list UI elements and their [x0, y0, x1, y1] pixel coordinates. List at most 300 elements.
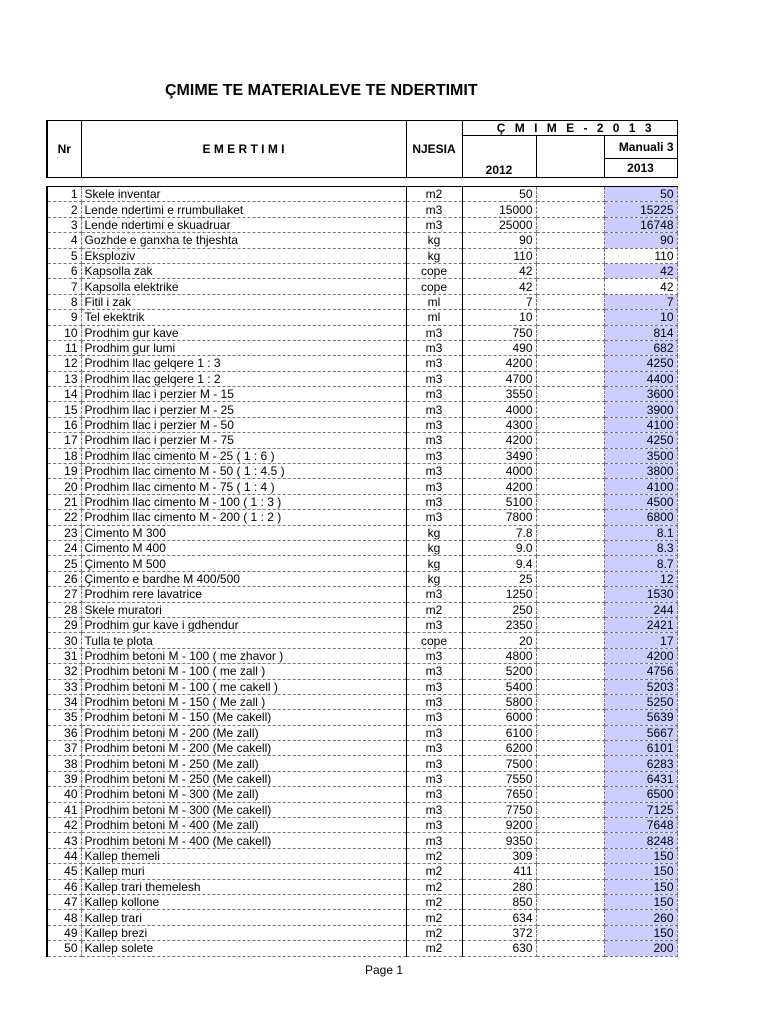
row-number: 21: [47, 494, 81, 509]
row-unit: kg: [406, 571, 462, 586]
row-number: 19: [47, 464, 81, 479]
row-number: 1: [47, 187, 81, 202]
row-name: Prodhim llac i perzier M - 25: [81, 402, 406, 417]
row-empty: [536, 833, 604, 848]
row-price-2012: 2350: [462, 617, 536, 632]
table-row: [47, 556, 677, 571]
row-unit: ml: [406, 310, 462, 325]
row-number: 45: [47, 864, 81, 879]
row-price-2013: 16748: [604, 217, 677, 232]
table-row: [47, 494, 677, 509]
row-number: 3: [47, 217, 81, 232]
row-price-2013: 4250: [604, 356, 677, 371]
row-price-2012: 4200: [462, 356, 536, 371]
row-empty: [536, 202, 604, 217]
row-empty: [536, 233, 604, 248]
row-number: 15: [47, 402, 81, 417]
row-price-2013: 8.1: [604, 525, 677, 540]
row-empty: [536, 633, 604, 648]
row-unit: m2: [406, 925, 462, 940]
row-empty: [536, 787, 604, 802]
header-emertimi: E M E R T I M I: [81, 121, 406, 178]
row-number: 5: [47, 248, 81, 263]
row-unit: kg: [406, 525, 462, 540]
row-price-2013: 4200: [604, 648, 677, 663]
row-price-2012: 634: [462, 910, 536, 925]
row-empty: [536, 187, 604, 202]
row-empty: [536, 479, 604, 494]
row-price-2013: 4250: [604, 433, 677, 448]
row-unit: m3: [406, 371, 462, 386]
table-row: [47, 879, 677, 894]
row-name: Çimento e bardhe M 400/500: [81, 571, 406, 586]
row-number: 24: [47, 540, 81, 555]
row-price-2012: 7500: [462, 756, 536, 771]
row-price-2012: 7800: [462, 510, 536, 525]
row-price-2012: 750: [462, 325, 536, 340]
row-price-2013: 6800: [604, 510, 677, 525]
row-price-2013: 5667: [604, 725, 677, 740]
row-empty: [536, 448, 604, 463]
row-empty: [536, 510, 604, 525]
row-name: Prodhim betoni M - 400 (Me cakell): [81, 833, 406, 848]
row-unit: kg: [406, 233, 462, 248]
table-row: [47, 664, 677, 679]
row-price-2012: 411: [462, 864, 536, 879]
row-number: 18: [47, 448, 81, 463]
row-number: 47: [47, 894, 81, 909]
row-unit: m2: [406, 602, 462, 617]
row-unit: m3: [406, 510, 462, 525]
row-name: Kapsolla zak: [81, 263, 406, 278]
row-empty: [536, 525, 604, 540]
row-unit: m3: [406, 756, 462, 771]
row-name: Prodhim llac cimento M - 100 ( 1 : 3 ): [81, 494, 406, 509]
row-price-2013: 4756: [604, 664, 677, 679]
row-unit: m3: [406, 402, 462, 417]
row-price-2012: 3550: [462, 387, 536, 402]
row-unit: m3: [406, 340, 462, 355]
table-row: [47, 448, 677, 463]
row-number: 6: [47, 263, 81, 278]
row-number: 20: [47, 479, 81, 494]
row-price-2013: 6283: [604, 756, 677, 771]
row-price-2013: 3500: [604, 448, 677, 463]
page-title: ÇMIME TE MATERIALEVE TE NDERTIMIT: [165, 82, 478, 99]
row-number: 39: [47, 771, 81, 786]
row-unit: m3: [406, 587, 462, 602]
row-price-2012: 9200: [462, 818, 536, 833]
row-price-2012: 6000: [462, 710, 536, 725]
row-empty: [536, 325, 604, 340]
table-row: [47, 833, 677, 848]
row-name: Skele muratori: [81, 602, 406, 617]
row-number: 33: [47, 679, 81, 694]
row-number: 34: [47, 694, 81, 709]
row-name: Kapsolla elektrike: [81, 279, 406, 294]
row-unit: kg: [406, 540, 462, 555]
row-price-2012: 90: [462, 233, 536, 248]
row-number: 25: [47, 556, 81, 571]
row-name: Prodhim llac gelqere 1 : 2: [81, 371, 406, 386]
row-name: Prodhim llac cimento M - 200 ( 1 : 2 ): [81, 510, 406, 525]
row-price-2012: 250: [462, 602, 536, 617]
row-number: 14: [47, 387, 81, 402]
row-empty: [536, 556, 604, 571]
row-price-2012: 15000: [462, 202, 536, 217]
row-price-2013: 3800: [604, 464, 677, 479]
row-price-2013: 4500: [604, 494, 677, 509]
row-name: Kallep muri: [81, 864, 406, 879]
row-price-2012: 490: [462, 340, 536, 355]
table-row: [47, 525, 677, 540]
row-name: Prodhim gur kave: [81, 325, 406, 340]
row-price-2012: 42: [462, 279, 536, 294]
row-unit: cope: [406, 633, 462, 648]
row-name: Cimento M 400: [81, 540, 406, 555]
row-unit: m3: [406, 710, 462, 725]
header-empty: [536, 136, 604, 178]
row-unit: m3: [406, 356, 462, 371]
row-unit: m3: [406, 464, 462, 479]
row-name: Kallep solete: [81, 941, 406, 956]
row-name: Kallep brezi: [81, 925, 406, 940]
row-unit: m3: [406, 664, 462, 679]
row-number: 37: [47, 741, 81, 756]
row-name: Eksploziv: [81, 248, 406, 263]
row-number: 9: [47, 310, 81, 325]
row-unit: m2: [406, 894, 462, 909]
row-number: 44: [47, 848, 81, 863]
row-unit: m2: [406, 941, 462, 956]
row-price-2013: 260: [604, 910, 677, 925]
row-price-2012: 20: [462, 633, 536, 648]
row-price-2013: 4100: [604, 479, 677, 494]
row-empty: [536, 433, 604, 448]
row-price-2013: 17: [604, 633, 677, 648]
row-price-2013: 814: [604, 325, 677, 340]
row-empty: [536, 710, 604, 725]
row-number: 40: [47, 787, 81, 802]
row-number: 49: [47, 925, 81, 940]
row-empty: [536, 340, 604, 355]
row-name: Kallep trari themelesh: [81, 879, 406, 894]
row-price-2013: 2421: [604, 617, 677, 632]
row-price-2012: 9.0: [462, 540, 536, 555]
table-row: [47, 679, 677, 694]
row-price-2013: 7: [604, 294, 677, 309]
row-price-2013: 10: [604, 310, 677, 325]
row-unit: m3: [406, 725, 462, 740]
row-name: Gozhde e ganxha te thjeshta: [81, 233, 406, 248]
row-number: 36: [47, 725, 81, 740]
price-table: [46, 120, 678, 957]
row-name: Prodhim gur lumi: [81, 340, 406, 355]
table-row: [47, 540, 677, 555]
row-name: Fitil i zak: [81, 294, 406, 309]
row-name: Prodhim betoni M - 100 ( me cakell ): [81, 679, 406, 694]
table-row: [47, 710, 677, 725]
row-name: Prodhim betoni M - 250 (Me zall): [81, 756, 406, 771]
row-price-2012: 5400: [462, 679, 536, 694]
row-empty: [536, 263, 604, 278]
row-empty: [536, 540, 604, 555]
row-name: Cimento M 300: [81, 525, 406, 540]
row-empty: [536, 725, 604, 740]
row-price-2013: 8248: [604, 833, 677, 848]
row-name: Prodhim betoni M - 100 ( me zall ): [81, 664, 406, 679]
row-price-2013: 200: [604, 941, 677, 956]
table-row: [47, 464, 677, 479]
row-empty: [536, 818, 604, 833]
header-2012: 2012: [462, 136, 536, 178]
table-row: [47, 433, 677, 448]
row-price-2013: 1530: [604, 587, 677, 602]
table-row: [47, 202, 677, 217]
row-name: Prodhim llac i perzier M - 15: [81, 387, 406, 402]
table-row: [47, 294, 677, 309]
row-name: Prodhim llac cimento M - 25 ( 1 : 6 ): [81, 448, 406, 463]
row-unit: cope: [406, 263, 462, 278]
row-unit: ml: [406, 294, 462, 309]
table-row: [47, 263, 677, 278]
row-price-2012: 4200: [462, 479, 536, 494]
row-number: 30: [47, 633, 81, 648]
row-price-2012: 372: [462, 925, 536, 940]
row-price-2013: 150: [604, 864, 677, 879]
row-unit: m2: [406, 848, 462, 863]
row-name: Kallep trari: [81, 910, 406, 925]
header-spacer: [47, 178, 677, 187]
table-row: [47, 510, 677, 525]
table-row: [47, 864, 677, 879]
row-number: 48: [47, 910, 81, 925]
table-row: [47, 325, 677, 340]
row-price-2012: 6200: [462, 741, 536, 756]
row-empty: [536, 894, 604, 909]
row-name: Prodhim betoni M - 250 (Me cakell): [81, 771, 406, 786]
row-unit: m3: [406, 694, 462, 709]
header-manuali: Manuali 3: [604, 136, 677, 159]
row-number: 43: [47, 833, 81, 848]
row-unit: m2: [406, 910, 462, 925]
table-row: [47, 756, 677, 771]
row-price-2012: 10: [462, 310, 536, 325]
row-empty: [536, 925, 604, 940]
row-price-2013: 6431: [604, 771, 677, 786]
row-unit: kg: [406, 248, 462, 263]
row-price-2013: 110: [604, 248, 677, 263]
row-number: 26: [47, 571, 81, 586]
row-name: Prodhim llac cimento M - 50 ( 1 : 4.5 ): [81, 464, 406, 479]
row-number: 50: [47, 941, 81, 956]
row-empty: [536, 694, 604, 709]
row-price-2012: 110: [462, 248, 536, 263]
row-number: 22: [47, 510, 81, 525]
row-name: Prodhim llac gelqere 1 : 3: [81, 356, 406, 371]
table-row: [47, 371, 677, 386]
row-price-2012: 4300: [462, 417, 536, 432]
row-name: Prodhim llac i perzier M - 75: [81, 433, 406, 448]
row-price-2013: 15225: [604, 202, 677, 217]
row-name: Prodhim betoni M - 300 (Me cakell): [81, 802, 406, 817]
row-number: 41: [47, 802, 81, 817]
row-empty: [536, 417, 604, 432]
row-number: 46: [47, 879, 81, 894]
row-name: Prodhim betoni M - 150 (Me cakell): [81, 710, 406, 725]
row-unit: m3: [406, 741, 462, 756]
table-row: [47, 417, 677, 432]
table-row: [47, 217, 677, 232]
table-row: [47, 571, 677, 586]
row-name: Prodhim llac i perzier M - 50: [81, 417, 406, 432]
row-price-2013: 150: [604, 879, 677, 894]
table-row: [47, 802, 677, 817]
row-empty: [536, 879, 604, 894]
table-row: [47, 694, 677, 709]
row-name: Prodhim llac cimento M - 75 ( 1 : 4 ): [81, 479, 406, 494]
row-price-2012: 6100: [462, 725, 536, 740]
row-price-2012: 309: [462, 848, 536, 863]
row-name: Skele inventar: [81, 187, 406, 202]
row-unit: cope: [406, 279, 462, 294]
row-price-2012: 630: [462, 941, 536, 956]
row-empty: [536, 941, 604, 956]
row-empty: [536, 602, 604, 617]
row-number: 4: [47, 233, 81, 248]
row-empty: [536, 464, 604, 479]
row-unit: m3: [406, 433, 462, 448]
row-unit: m3: [406, 479, 462, 494]
row-empty: [536, 771, 604, 786]
row-price-2013: 682: [604, 340, 677, 355]
row-empty: [536, 387, 604, 402]
row-price-2013: 12: [604, 571, 677, 586]
row-name: Prodhim betoni M - 100 ( me zhavor ): [81, 648, 406, 663]
row-price-2013: 8.7: [604, 556, 677, 571]
row-empty: [536, 848, 604, 863]
row-price-2013: 4400: [604, 371, 677, 386]
table-row: [47, 818, 677, 833]
row-number: 23: [47, 525, 81, 540]
row-unit: m2: [406, 864, 462, 879]
row-price-2013: 5203: [604, 679, 677, 694]
row-price-2012: 5100: [462, 494, 536, 509]
row-empty: [536, 494, 604, 509]
row-price-2013: 4100: [604, 417, 677, 432]
row-name: Lende ndertimi e skuadruar: [81, 217, 406, 232]
row-empty: [536, 802, 604, 817]
row-name: Prodhim rere lavatrice: [81, 587, 406, 602]
row-name: Tel ekektrik: [81, 310, 406, 325]
row-unit: m3: [406, 771, 462, 786]
row-name: Prodhim betoni M - 200 (Me cakell): [81, 741, 406, 756]
header-cmime-2013: Ç M I M E - 2 0 1 3: [462, 121, 677, 136]
row-name: Prodhim betoni M - 150 ( Me zall ): [81, 694, 406, 709]
row-price-2012: 7: [462, 294, 536, 309]
row-price-2012: 4000: [462, 464, 536, 479]
table-body: [47, 187, 677, 957]
row-price-2013: 50: [604, 187, 677, 202]
row-price-2012: 9350: [462, 833, 536, 848]
row-price-2012: 5800: [462, 694, 536, 709]
row-price-2012: 50: [462, 187, 536, 202]
row-empty: [536, 648, 604, 663]
row-price-2013: 244: [604, 602, 677, 617]
row-number: 10: [47, 325, 81, 340]
row-price-2013: 8.3: [604, 540, 677, 555]
table-row: [47, 279, 677, 294]
table-row: [47, 310, 677, 325]
table-row: [47, 340, 677, 355]
row-price-2013: 5639: [604, 710, 677, 725]
row-price-2012: 4700: [462, 371, 536, 386]
row-empty: [536, 217, 604, 232]
row-number: 16: [47, 417, 81, 432]
header-njesia: NJESIA: [406, 121, 462, 178]
row-unit: m3: [406, 818, 462, 833]
row-name: Prodhim betoni M - 200 (Me zall): [81, 725, 406, 740]
row-price-2013: 7125: [604, 802, 677, 817]
row-empty: [536, 356, 604, 371]
row-price-2013: 42: [604, 263, 677, 278]
row-number: 28: [47, 602, 81, 617]
row-empty: [536, 279, 604, 294]
row-empty: [536, 587, 604, 602]
row-price-2012: 280: [462, 879, 536, 894]
row-number: 7: [47, 279, 81, 294]
row-price-2012: 4200: [462, 433, 536, 448]
row-unit: m3: [406, 387, 462, 402]
row-unit: m3: [406, 787, 462, 802]
row-price-2012: 7650: [462, 787, 536, 802]
row-empty: [536, 679, 604, 694]
table-row: [47, 479, 677, 494]
table-row: [47, 356, 677, 371]
row-name: Çimento M 500: [81, 556, 406, 571]
row-price-2013: 90: [604, 233, 677, 248]
table-row: [47, 941, 677, 956]
row-number: 11: [47, 340, 81, 355]
row-price-2013: 150: [604, 848, 677, 863]
row-unit: m3: [406, 494, 462, 509]
row-number: 42: [47, 818, 81, 833]
row-empty: [536, 756, 604, 771]
row-price-2012: 850: [462, 894, 536, 909]
row-unit: m2: [406, 879, 462, 894]
row-unit: kg: [406, 556, 462, 571]
row-number: 31: [47, 648, 81, 663]
row-price-2013: 6500: [604, 787, 677, 802]
header-2013: 2013: [604, 159, 677, 178]
table-row: [47, 233, 677, 248]
row-price-2013: 150: [604, 894, 677, 909]
row-number: 29: [47, 617, 81, 632]
row-number: 12: [47, 356, 81, 371]
row-empty: [536, 571, 604, 586]
row-unit: m3: [406, 217, 462, 232]
row-name: Prodhim gur kave i gdhendur: [81, 617, 406, 632]
table-row: [47, 387, 677, 402]
row-unit: m3: [406, 679, 462, 694]
row-number: 13: [47, 371, 81, 386]
row-unit: m3: [406, 325, 462, 340]
row-price-2012: 5200: [462, 664, 536, 679]
row-unit: m3: [406, 833, 462, 848]
row-price-2012: 42: [462, 263, 536, 278]
row-number: 8: [47, 294, 81, 309]
row-number: 38: [47, 756, 81, 771]
